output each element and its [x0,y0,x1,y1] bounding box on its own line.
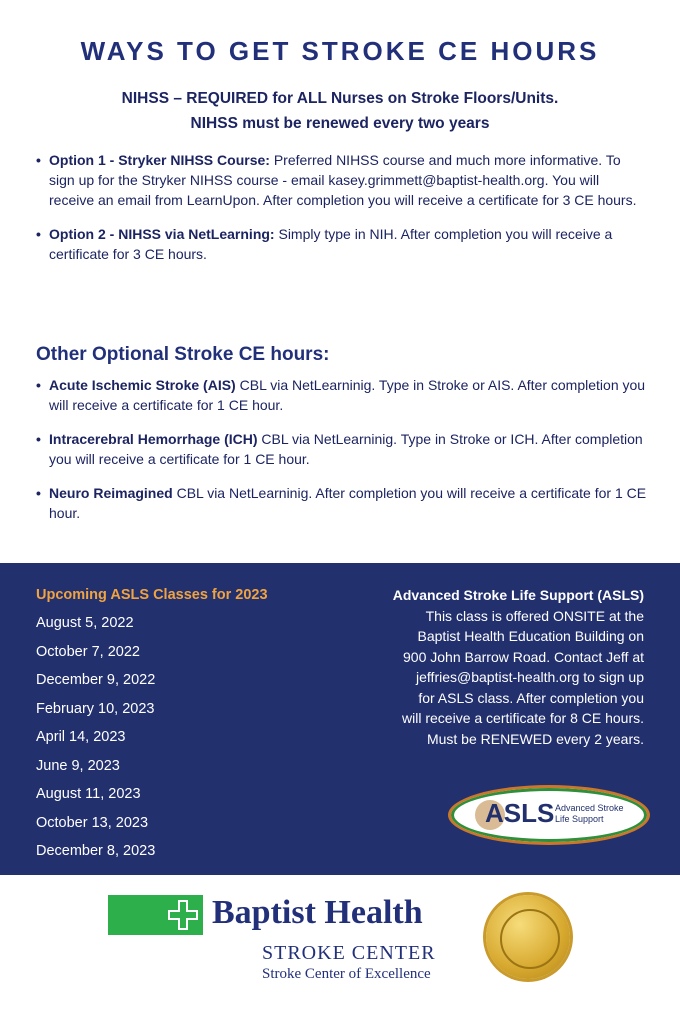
asls-band [0,563,680,875]
nihss-options-list [36,150,648,278]
option-1-text: Preferred NIHSS course and much more informative. To sign up for the Stryker NIHSS course - email kasey.grimmett@baptist-health.org. You will receive an email from LearnUpon. After completion you will receive a certificate for 3 CE hours. [49,152,637,208]
option-2 [36,224,648,264]
ich-text: CBL via NetLearninig. Type in Stroke or ICH. After completion you will receive a certificate for 1 CE hour. [49,431,643,467]
asls-line: This class is offered ONSITE at the [425,607,644,624]
baptist-cross-icon [163,895,203,935]
other-ce-list [36,375,648,537]
option-1-heading: Option 1 - Stryker NIHSS Course: [49,152,270,168]
seal-ring [500,909,560,969]
brand-name: Baptist Health [212,894,423,931]
asls-heading: Advanced Stroke Life Support (ASLS) [392,587,644,603]
class-date: April 14, 2023 [36,729,126,745]
asls-logo-subtitle [555,803,624,825]
option-2-heading: Option 2 - NIHSS via NetLearning: [49,226,275,242]
asls-logo [448,785,650,845]
class-dates-list [36,613,155,870]
joint-commission-seal-icon [486,895,570,979]
page-title: WAYS TO GET STROKE CE HOURS [80,36,600,66]
asls-line: 900 John Barrow Road. Contact Jeff at [403,648,644,665]
class-date: October 7, 2022 [36,643,140,660]
asls-line: will receive a certificate for 8 CE hours. [402,710,644,726]
asls-line: Baptist Health Education Building on [417,628,644,644]
ich-heading: Intracerebral Hemorrhage (ICH) [49,431,258,447]
class-date: December 8, 2023 [36,843,156,859]
class-date: October 13, 2023 [36,814,149,831]
class-date: December 9, 2022 [36,672,156,688]
asls-line: for ASLS class. After completion you [418,689,644,706]
asls-logo-line: Advanced Stroke [555,803,624,813]
nihss-required-note: NIHSS – REQUIRED for ALL Nurses on Stroke Floors/Units. [121,90,559,107]
asls-logo-line: Life Support [555,814,604,824]
stroke-center-label: STROKE CENTER [262,942,436,964]
other-ce-ich [36,429,648,469]
other-ce-neuro [36,483,648,523]
nihss-renewal-note: NIHSS must be renewed every two years [190,115,490,132]
other-ce-heading: Other Optional Stroke CE hours: [36,344,330,365]
asls-description [344,585,644,749]
option-1 [36,150,648,210]
class-date: February 10, 2023 [36,700,155,717]
class-date: June 9, 2023 [36,757,120,774]
asls-line: Must be RENEWED every 2 years. [426,730,644,747]
stroke-center-tagline: Stroke Center of Excellence [262,966,431,982]
neuro-heading: Neuro Reimagined [49,485,173,501]
option-2-text: Simply type in NIH. After completion you will receive a certificate for 3 CE hours. [49,226,613,262]
upcoming-classes-title: Upcoming ASLS Classes for 2023 [36,587,268,603]
asls-logo-acronym: ASLS [485,798,555,828]
class-date: August 5, 2022 [36,615,134,631]
asls-line: jeffries@baptist-health.org to sign up [416,669,644,685]
ais-text: CBL via NetLearninig. Type in Stroke or AIS. After completion you will receive a certificate for 1 CE hour. [49,377,646,413]
ais-heading: Acute Ischemic Stroke (AIS) [49,377,236,393]
other-ce-ais [36,375,648,415]
class-date: August 11, 2023 [36,786,141,802]
neuro-text: CBL via NetLearninig. After completion you will receive a certificate for 1 CE hour. [49,485,647,521]
